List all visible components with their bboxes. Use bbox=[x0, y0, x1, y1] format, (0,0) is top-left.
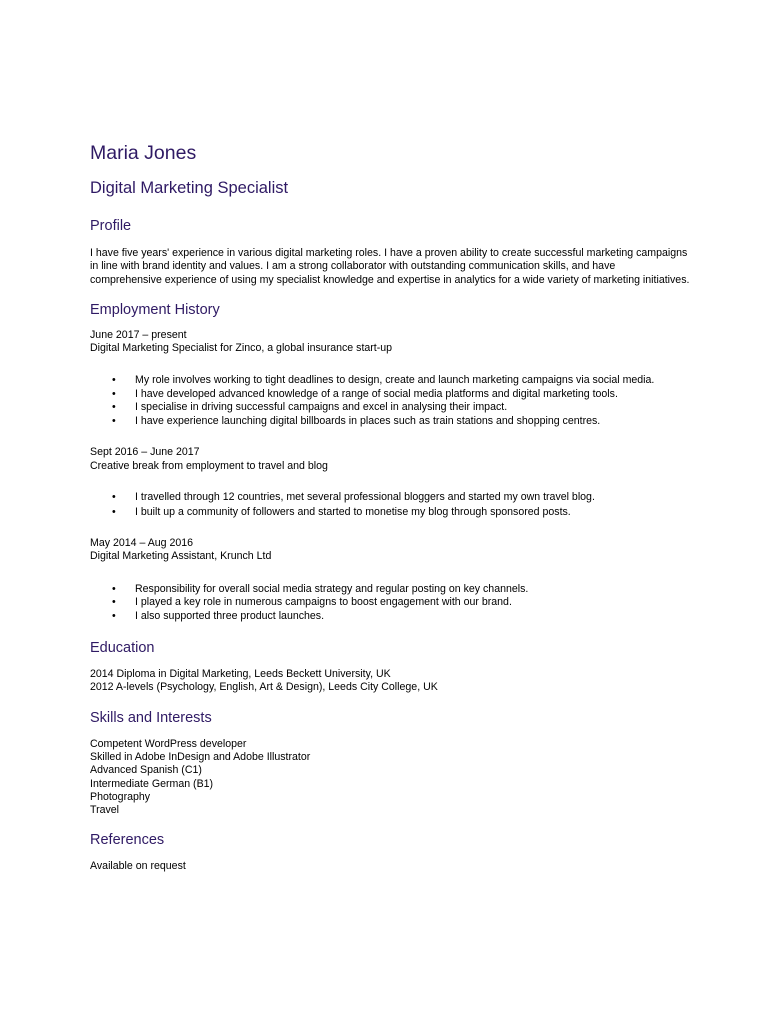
bullet-glyph: • bbox=[112, 505, 116, 518]
job-entry bbox=[90, 446, 690, 519]
job-entry bbox=[90, 537, 690, 623]
job-bullets bbox=[90, 491, 690, 519]
job-role: Digital Marketing Assistant, Krunch Ltd bbox=[90, 550, 272, 563]
job-bullets bbox=[90, 583, 690, 624]
job-role: Creative break from employment to travel and blog bbox=[90, 459, 328, 472]
references-heading: References bbox=[90, 831, 165, 848]
skill-item: Advanced Spanish (C1) bbox=[90, 764, 202, 777]
skills-list bbox=[90, 738, 690, 818]
bullet-glyph: • bbox=[112, 609, 116, 622]
job-bullet-item: • I played a key role in numerous campaigns to boost engagement with our brand. bbox=[112, 596, 512, 609]
job-bullet-item: • I have developed advanced knowledge of a range of social media platforms and digital marketing tools. bbox=[112, 387, 618, 400]
education-item: 2014 Diploma in Digital Marketing, Leeds Beckett University, UK bbox=[90, 668, 391, 681]
education-list bbox=[90, 668, 690, 695]
skill-item: Photography bbox=[90, 790, 151, 803]
job-bullet-item: • I also supported three product launches. bbox=[112, 609, 325, 622]
skills-heading: Skills and Interests bbox=[90, 709, 212, 726]
skill-item: Competent WordPress developer bbox=[90, 737, 247, 750]
job-bullet-item: • My role involves working to tight deadlines to design, create and launch marketing campaigns via social media. bbox=[112, 374, 655, 387]
bullet-glyph: • bbox=[112, 374, 116, 387]
job-dates: Sept 2016 – June 2017 bbox=[90, 446, 200, 459]
bullet-glyph: • bbox=[112, 491, 116, 504]
references-text: Available on request bbox=[90, 859, 186, 872]
job-dates: June 2017 – present bbox=[90, 328, 187, 341]
job-bullet-item: • I specialise in driving successful campaigns and excel in analysing their impact. bbox=[112, 401, 508, 414]
job-entry bbox=[90, 329, 690, 429]
profile-heading: Profile bbox=[90, 218, 132, 234]
bullet-glyph: • bbox=[112, 401, 116, 414]
bullet-glyph: • bbox=[112, 387, 116, 400]
skill-item: Travel bbox=[90, 804, 120, 817]
education-heading: Education bbox=[90, 640, 155, 657]
employment-heading: Employment History bbox=[90, 301, 220, 318]
resume-page bbox=[90, 142, 690, 873]
job-bullet-item: • I built up a community of followers and started to monetise my blog through sponsored posts. bbox=[112, 505, 571, 518]
candidate-name: Maria Jones bbox=[90, 142, 197, 164]
skill-item: Skilled in Adobe InDesign and Adobe Illustrator bbox=[90, 751, 311, 764]
bullet-glyph: • bbox=[112, 414, 116, 427]
job-role: Digital Marketing Specialist for Zinco, a global insurance start-up bbox=[90, 342, 393, 355]
job-bullet-item: • I travelled through 12 countries, met several professional bloggers and started my own travel blog. bbox=[112, 491, 595, 504]
job-title: Digital Marketing Specialist bbox=[90, 179, 289, 197]
profile-text: I have five years' experience in various digital marketing roles. I have a proven ability to create successful marketing campaigns in line with brand identity and values. I am a strong collaborator with outstanding communication skills, and have comprehensive experience of using my specialist knowledge and expertise in analytics for a wide variety of marketing initiatives. bbox=[90, 247, 690, 286]
education-item: 2012 A-levels (Psychology, English, Art & Design), Leeds City College, UK bbox=[90, 681, 438, 694]
job-bullets bbox=[90, 374, 690, 428]
bullet-glyph: • bbox=[112, 596, 116, 609]
job-dates: May 2014 – Aug 2016 bbox=[90, 537, 194, 550]
job-bullet-item: • Responsibility for overall social media strategy and regular posting on key channels. bbox=[112, 582, 529, 595]
skill-item: Intermediate German (B1) bbox=[90, 777, 214, 790]
bullet-glyph: • bbox=[112, 582, 116, 595]
job-bullet-item: • I have experience launching digital billboards in places such as train stations and shopping centres. bbox=[112, 414, 601, 427]
